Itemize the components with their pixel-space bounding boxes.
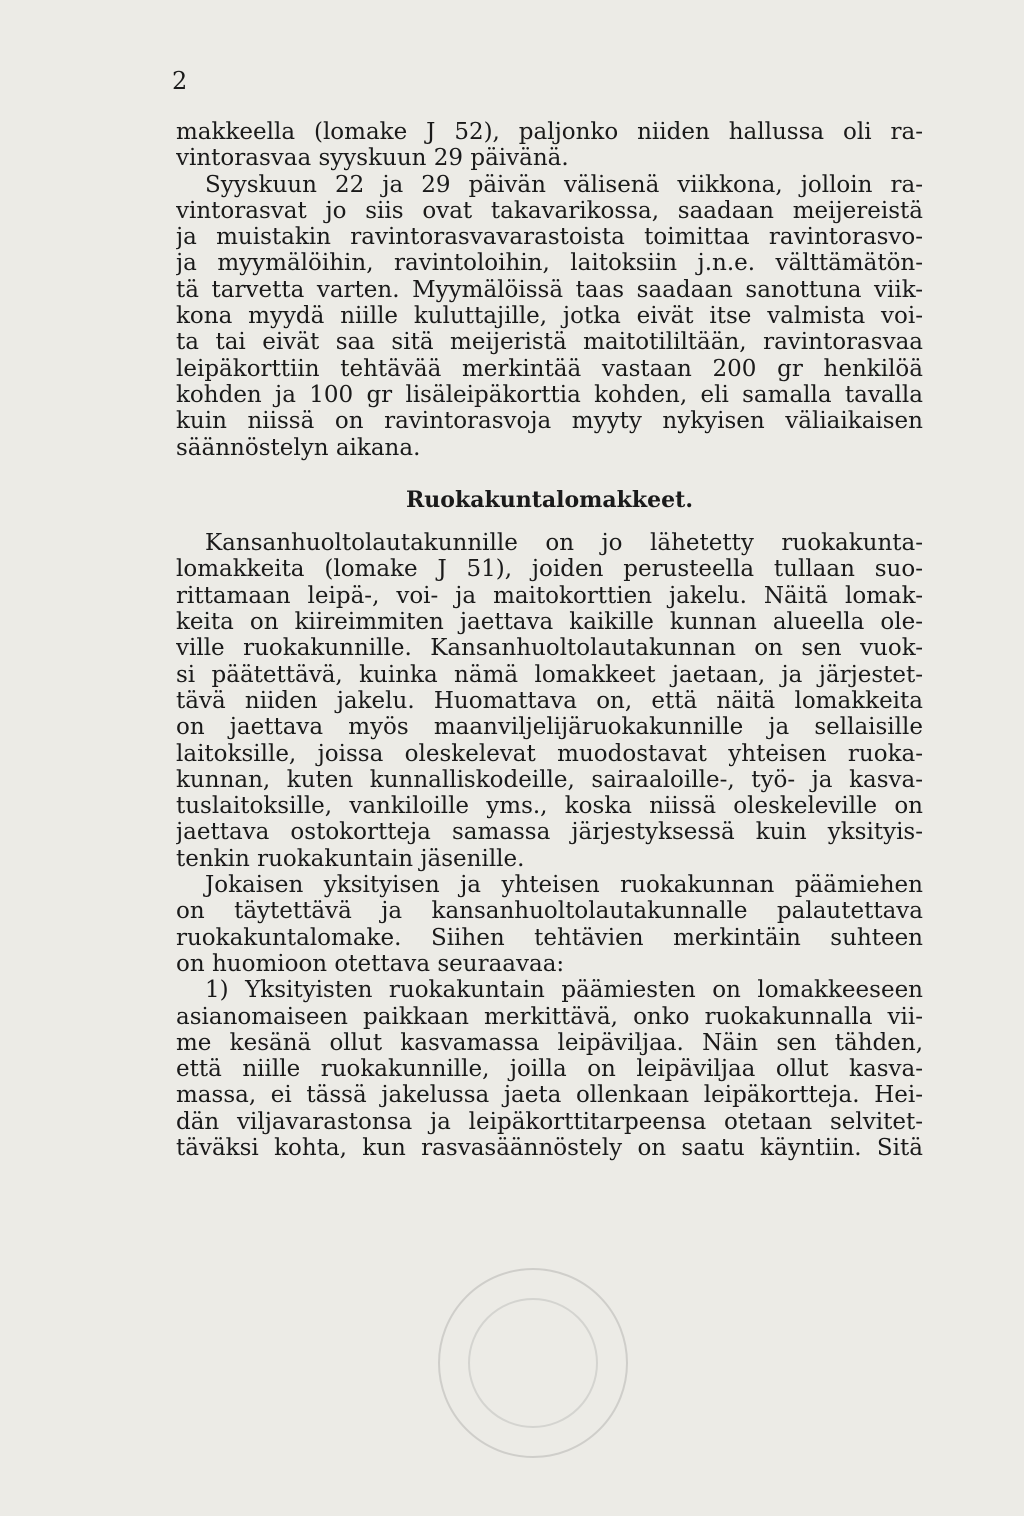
text-line: Syyskuun 22 ja 29 päivän välisenä viikkona, jolloin ra- [205,171,923,198]
paragraph-3 [176,530,923,872]
text-line: kunnan, kuten kunnalliskodeille, sairaaloille-, työ- ja kasva- [176,766,923,793]
text-line: täväksi kohta, kun rasvasäännöstely on saatu käyntiin. Sitä [176,1134,923,1161]
text-line: asianomaiseen paikkaan merkittävä, onko ruokakunnalla vii- [176,1003,923,1030]
text-line: että niille ruokakunnille, joilla on leipäviljaa ollut kasva- [176,1056,923,1083]
text-line: ville ruokakunnille. Kansanhuoltolautakunnan on sen vuok- [176,635,923,662]
section-heading: Ruokakuntalomakkeet. [406,486,693,513]
text-line: ruokakuntalomake. Siihen tehtävien merkintäin suhteen [176,924,923,951]
text-line: on jaettava myös maanviljelijäruokakunnille ja sellaisille [176,714,923,741]
paragraph-5 [176,977,923,1161]
text-line: me kesänä ollut kasvamassa leipäviljaa. Näin sen tähden, [176,1029,923,1056]
text-line: tä tarvetta varten. Myymälöissä taas saadaan sanottuna viik- [176,276,923,303]
text-line: makkeella (lomake J 52), paljonko niiden hallussa oli ra- [176,119,923,145]
text-line: laitoksille, joissa oleskelevat muodostavat yhteisen ruoka- [176,740,923,767]
text-line: Kansanhuoltolautakunnille on jo lähetetty ruokakunta- [205,530,923,557]
text-line: rittamaan leipä-, voi- ja maitokorttien jakelu. Näitä lomak- [176,582,923,609]
paragraph-1 [176,119,923,172]
text-line: ja muistakin ravintorasvavarastoista toimittaa ravintorasvo- [176,224,923,251]
text-line: on huomioon otettava seuraavaa: [176,950,565,977]
text-line: tävä niiden jakelu. Huomattava on, että näitä lomakkeita [176,687,923,714]
library-stamp [438,1268,628,1458]
paragraph-4 [176,872,923,977]
text-line: kuin niissä on ravintorasvoja myyty nykyisen väliaikaisen [176,408,923,435]
text-line: kohden ja 100 gr lisäleipäkorttia kohden, eli samalla tavalla [176,381,923,408]
text-line: massa, ei tässä jakelussa jaeta ollenkaan leipäkortteja. Hei- [176,1082,923,1109]
body-text [176,119,923,1161]
text-line: keita on kiireimmiten jaettava kaikille kunnan alueella ole- [176,609,923,636]
text-line: jaettava ostokortteja samassa järjestyksessä kuin yksityis- [176,819,923,846]
page-number: 2 [172,67,188,95]
text-line: lomakkeita (lomake J 51), joiden perusteella tullaan suo- [176,556,923,583]
text-line: on täytettävä ja kansanhuoltolautakunnalle palautettava [176,898,923,925]
text-line: 1) Yksityisten ruokakuntain päämiesten on lomakkeeseen [205,977,923,1004]
paragraph-2 [176,172,923,461]
text-line: säännöstelyn aikana. [176,434,421,461]
text-line: vintorasvat jo siis ovat takavarikossa, saadaan meijereistä [176,197,923,224]
text-line: kona myydä niille kuluttajille, jotka eivät itse valmista voi- [176,303,923,330]
text-line: tenkin ruokakuntain jäsenille. [176,845,525,872]
text-line: dän viljavarastonsa ja leipäkorttitarpeensa otetaan selvitet- [176,1108,923,1135]
library-stamp-inner-ring [468,1298,598,1428]
text-line: ja myymälöihin, ravintoloihin, laitoksiin j.n.e. välttämätön- [176,250,923,277]
text-line: tuslaitoksille, vankiloille yms., koska niissä oleskeleville on [176,793,923,820]
text-line: si päätettävä, kuinka nämä lomakkeet jaetaan, ja järjestet- [176,661,923,688]
text-line: Jokaisen yksityisen ja yhteisen ruokakunnan päämiehen [205,872,923,899]
text-line: vintorasvaa syyskuun 29 päivänä. [176,145,569,172]
text-line: leipäkorttiin tehtävää merkintää vastaan 200 gr henkilöä [176,355,923,382]
text-line: ta tai eivät saa sitä meijeristä maitotililtään, ravintorasvaa [176,329,923,356]
